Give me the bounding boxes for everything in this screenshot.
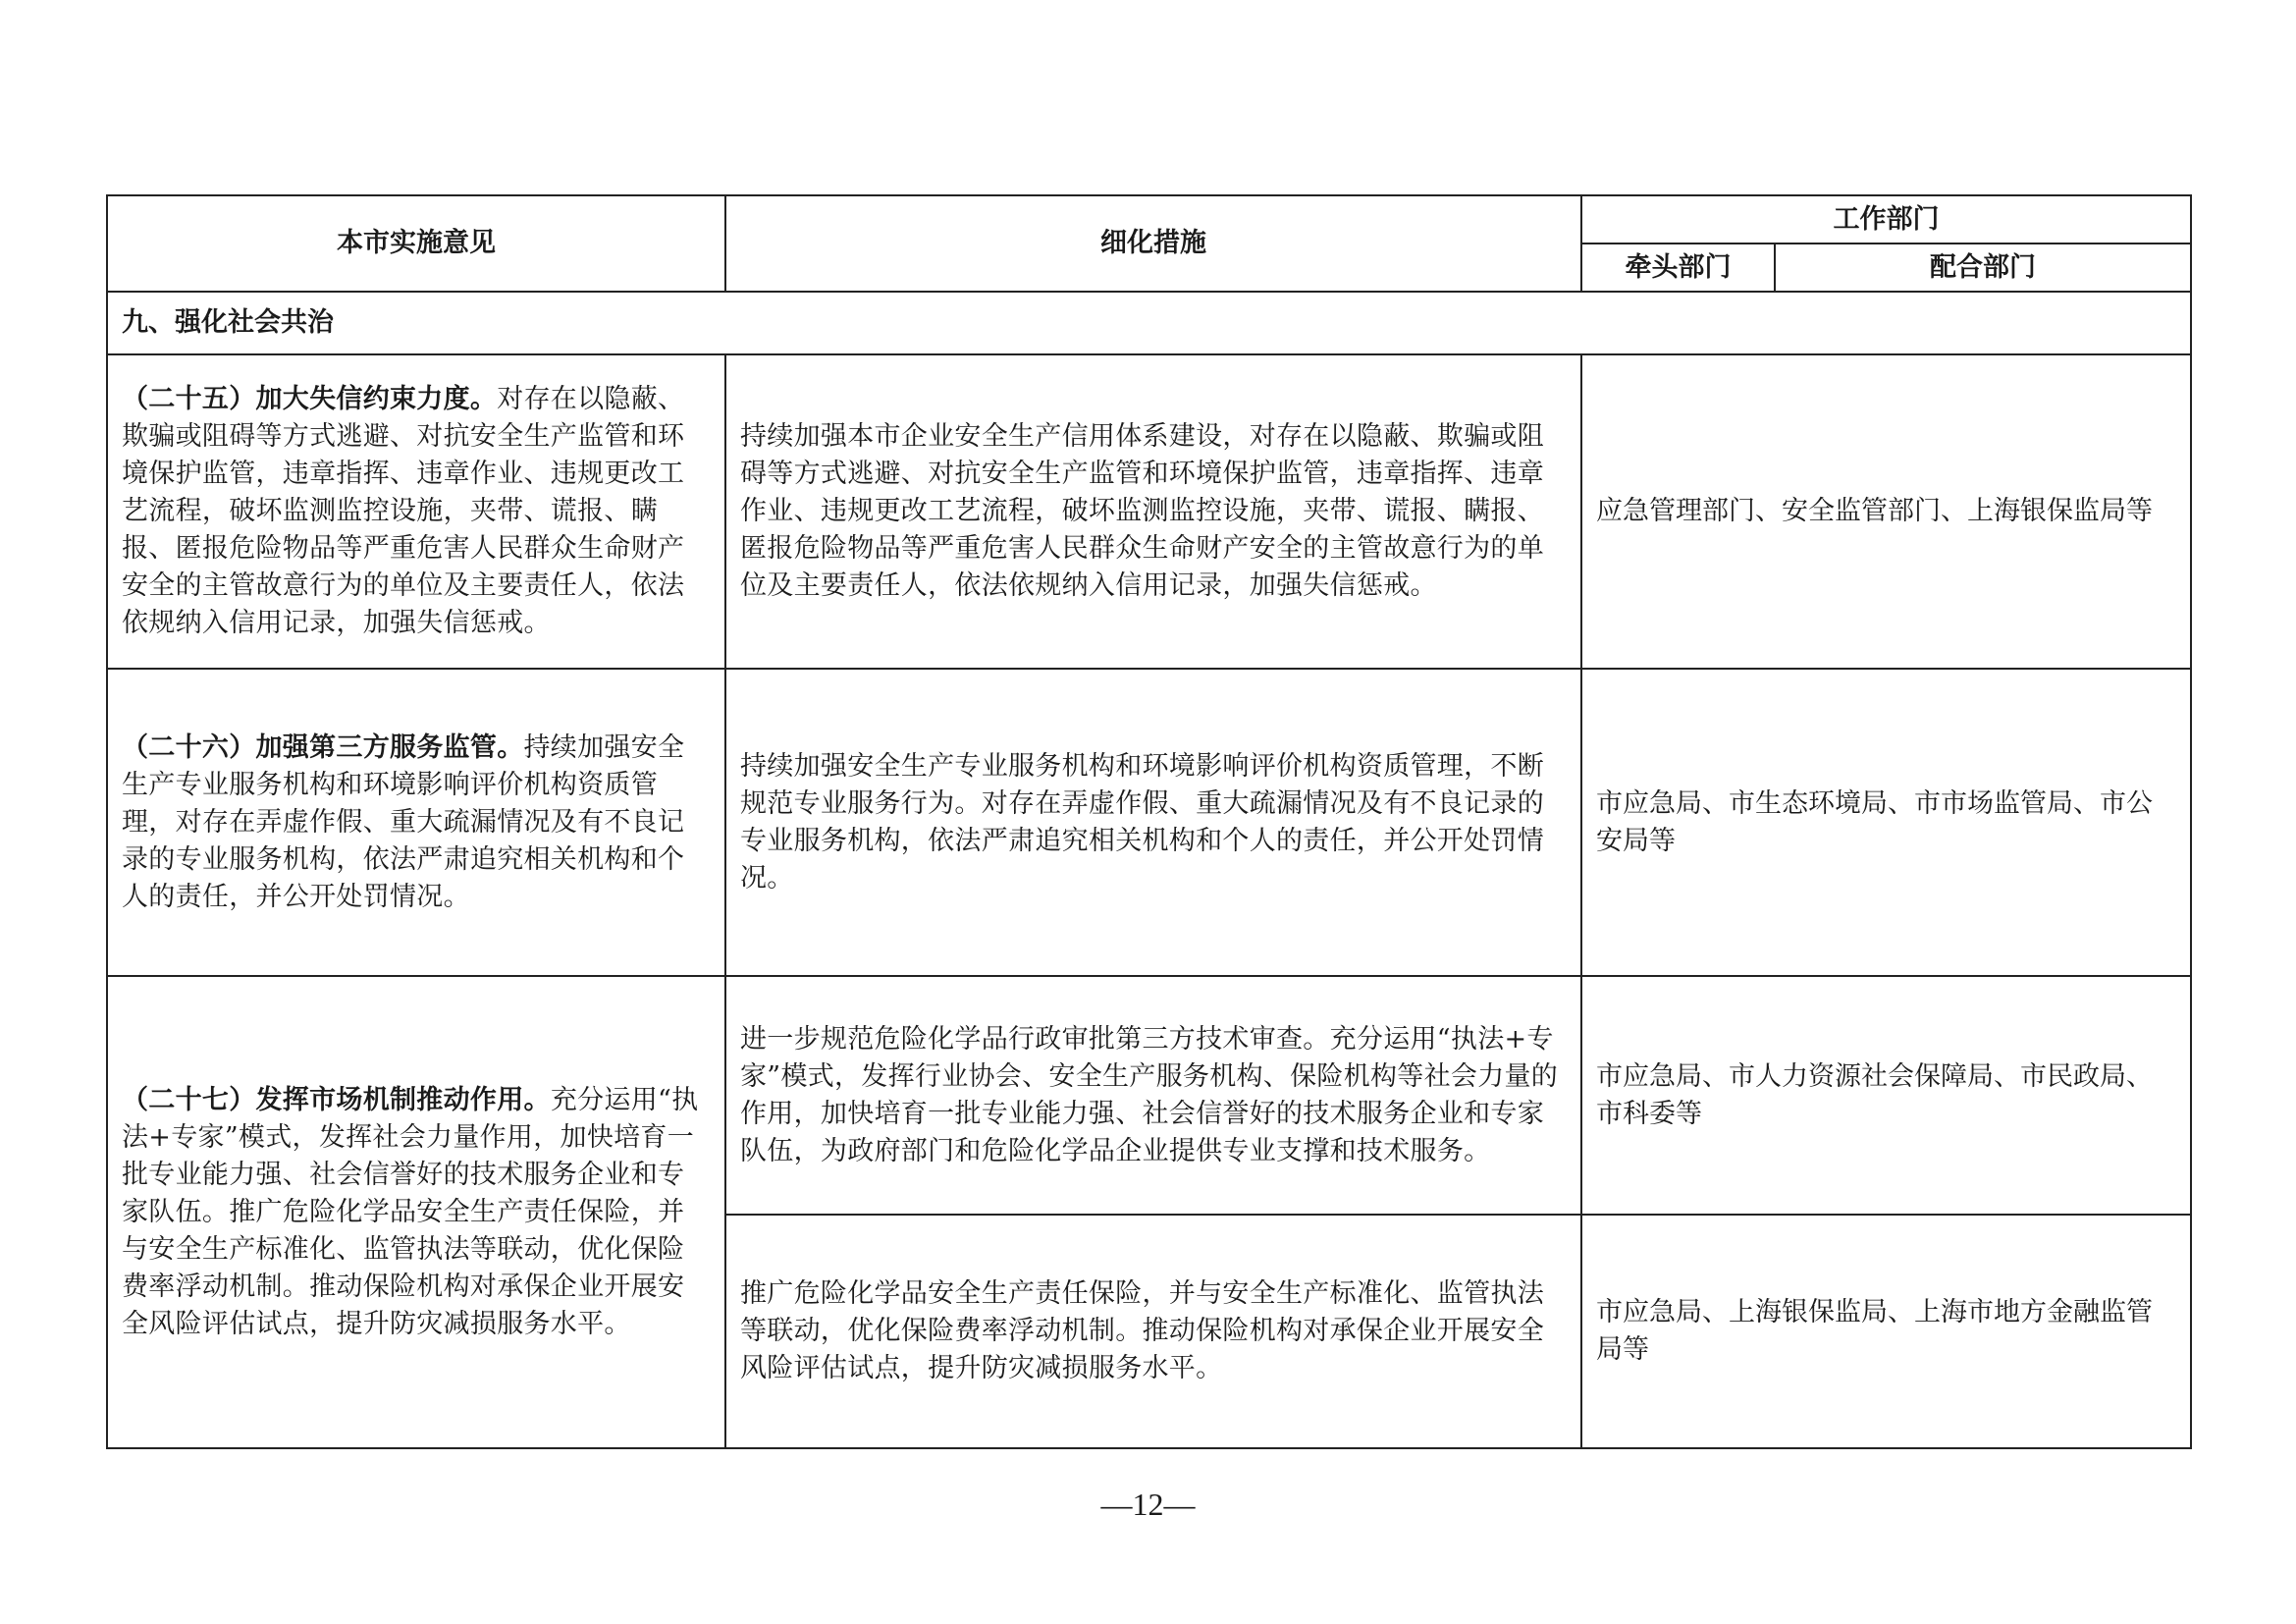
- departments-cell: 市应急局、市生态环境局、市市场监管局、市公安局等: [1581, 669, 2191, 976]
- header-cooperating-departments: 配合部门: [1775, 244, 2191, 292]
- detailed-measure-cell: 持续加强本市企业安全生产信用体系建设，对存在以隐蔽、欺骗或阻碍等方式逃避、对抗安全生产监管和环境保护监管，违章指挥、违章作业、违规更改工艺流程，破坏监测监控设施，夹带、谎报、瞒报、匿报危险物品等严重危害人民群众生命财产安全的主管故意行为的单位及主要责任人，依法依规纳入信用记录，加强失信惩戒。: [725, 354, 1581, 669]
- section-title: 九、强化社会共治: [107, 292, 2191, 354]
- detailed-measure-cell: 进一步规范危险化学品行政审批第三方技术审查。充分运用“执法+专家”模式，发挥行业协会、安全生产服务机构、保险机构等社会力量的作用，加快培育一批专业能力强、社会信誉好的技术服务企业和专家队伍，为政府部门和危险化学品企业提供专业支撑和技术服务。: [725, 976, 1581, 1215]
- detailed-measure-cell: 持续加强安全生产专业服务机构和环境影响评价机构资质管理，不断规范专业服务行为。对存在弄虚作假、重大疏漏情况及有不良记录的专业服务机构，依法严肃追究相关机构和个人的责任，并公开处罚情况。: [725, 669, 1581, 976]
- item-body: 对存在以隐蔽、欺骗或阻碍等方式逃避、对抗安全生产监管和环境保护监管，违章指挥、违章作业、违规更改工艺流程，破坏监测监控设施，夹带、谎报、瞒报、匿报危险物品等严重危害人民群众生命财产安全的主管故意行为的单位及主要责任人，依法依规纳入信用记录，加强失信惩戒。: [122, 384, 685, 638]
- item-body: 充分运用“执法+专家”模式，发挥社会力量作用，加快培育一批专业能力强、社会信誉好的技术服务企业和专家队伍。推广危险化学品安全生产责任保险，并与安全生产标准化、监管执法等联动，优化保险费率浮动机制。推动保险机构对承保企业开展安全风险评估试点，提升防灾减损服务水平。: [122, 1084, 699, 1339]
- implementation-opinion-cell: [107, 669, 725, 976]
- item-title: （二十七）发挥市场机制推动作用。: [122, 1084, 551, 1115]
- detailed-measure-cell: 推广危险化学品安全生产责任保险，并与安全生产标准化、监管执法等联动，优化保险费率浮动机制。推动保险机构对承保企业开展安全风险评估试点，提升防灾减损服务水平。: [725, 1215, 1581, 1448]
- table-row: [107, 976, 2191, 1215]
- implementation-opinion-cell: [107, 976, 725, 1448]
- measures-table: [106, 194, 2192, 1449]
- table-row: [107, 669, 2191, 976]
- header-work-departments: 工作部门: [1581, 195, 2191, 244]
- page-number: —12—: [1100, 1487, 1196, 1522]
- departments-cell: 应急管理部门、安全监管部门、上海银保监局等: [1581, 354, 2191, 669]
- section-row: [107, 292, 2191, 354]
- departments-cell: 市应急局、市人力资源社会保障局、市民政局、市科委等: [1581, 976, 2191, 1215]
- header-row: [107, 195, 2191, 244]
- header-detailed-measures: 细化措施: [725, 195, 1581, 292]
- implementation-opinion-cell: [107, 354, 725, 669]
- header-lead-department: 牵头部门: [1581, 244, 1775, 292]
- item-title: （二十六）加强第三方服务监管。: [122, 731, 524, 763]
- table-row: [107, 354, 2191, 669]
- header-implementation-opinion: 本市实施意见: [107, 195, 725, 292]
- item-body: 持续加强安全生产专业服务机构和环境影响评价机构资质管理，对存在弄虚作假、重大疏漏情况及有不良记录的专业服务机构，依法严肃追究相关机构和个人的责任，并公开处罚情况。: [122, 731, 685, 912]
- item-title: （二十五）加大失信约束力度。: [122, 384, 498, 414]
- departments-cell: 市应急局、上海银保监局、上海市地方金融监管局等: [1581, 1215, 2191, 1448]
